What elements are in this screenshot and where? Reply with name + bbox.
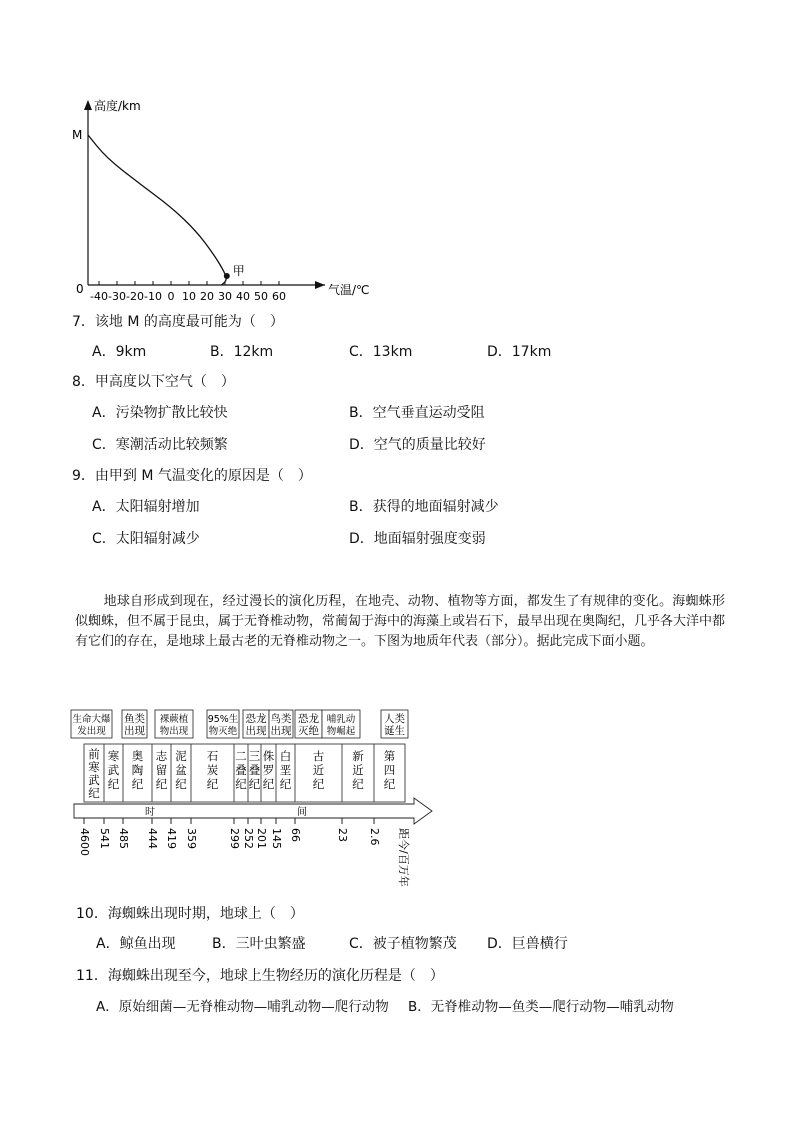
q7-option-a[interactable]: A．9km (92, 344, 147, 360)
question-9: 9．由甲到 M 气温变化的原因是（ ） (72, 468, 312, 484)
period-label: 第四纪 (383, 749, 396, 791)
x-axis-arrow (315, 281, 325, 289)
x-tick-label: -10 (144, 290, 162, 303)
event-label: 人类诞生 (384, 713, 405, 737)
age-label: 359 (185, 828, 198, 849)
timeline-content (71, 710, 432, 887)
q11-option-a[interactable]: A．原始细菌—无脊椎动物—哺乳动物—爬行动物 (96, 999, 389, 1015)
period-label: 奥陶纪 (131, 749, 144, 791)
question-8: 8．甲高度以下空气（ ） (72, 374, 235, 390)
q10-option-d[interactable]: D．巨兽横行 (487, 936, 568, 952)
event-label: 鱼类出现 (124, 713, 145, 737)
period-label: 石炭纪 (206, 749, 219, 791)
age-label: 541 (98, 828, 111, 849)
question-7: 7．该地 M 的高度最可能为（ ） (72, 314, 284, 330)
event-label: 生命大爆发出现 (72, 714, 111, 737)
origin-label: 0 (76, 282, 84, 296)
x-tick-label: 60 (272, 290, 286, 303)
age-label: 299 (228, 828, 241, 849)
x-tick-label: -40 (90, 290, 108, 303)
q9-option-c[interactable]: C．太阳辐射减少 (92, 531, 200, 547)
q8-option-d[interactable]: D．空气的质量比较好 (349, 437, 486, 453)
timeline-unit: 距今/百万年 (397, 828, 410, 887)
event-label: 恐龙出现 (245, 713, 267, 737)
q10-option-c[interactable]: C．被子植物繁茂 (349, 936, 457, 952)
q9-option-a[interactable]: A．太阳辐射增加 (92, 499, 200, 515)
question-11: 11．海蜘蛛出现至今，地球上生物经历的演化历程是（ ） (76, 968, 444, 984)
q8-option-a[interactable]: A．污染物扩散比较快 (92, 405, 228, 421)
x-axis-label: 气温/℃ (328, 283, 370, 297)
q7-option-b[interactable]: B．12km (210, 344, 274, 360)
period-label: 三叠纪 (248, 749, 261, 791)
x-tick-label: 20 (200, 290, 214, 303)
age-label: 444 (146, 828, 159, 849)
period-label: 寒武纪 (107, 749, 120, 791)
point-jia-marker (224, 273, 230, 279)
time-axis-char: 间 (297, 807, 307, 818)
period-label: 古近纪 (312, 749, 325, 791)
q9-option-b[interactable]: B．获得的地面辐射减少 (349, 499, 499, 515)
age-label: 66 (289, 828, 302, 842)
q9-option-d[interactable]: D．地面辐射强度变弱 (349, 531, 486, 547)
y-axis-label: 高度/km (94, 99, 141, 113)
period-label: 泥盆纪 (175, 749, 187, 791)
period-label: 侏罗纪 (262, 749, 275, 791)
x-tick-label: -30 (108, 290, 126, 303)
q8-option-b[interactable]: B．空气垂直运动受阻 (349, 405, 485, 421)
x-tick-label: 30 (218, 290, 232, 303)
event-label: 恐龙灭绝 (298, 713, 319, 737)
q11-option-b[interactable]: B．无脊椎动物—鱼类—爬行动物—哺乳动物 (408, 999, 674, 1015)
temperature-curve (88, 135, 226, 285)
x-tick-label: 40 (236, 290, 250, 303)
period-label: 新近纪 (352, 749, 364, 791)
q10-option-a[interactable]: A．鲸鱼出现 (96, 936, 176, 952)
event-label: 鸟类出现 (270, 713, 292, 737)
x-tick-label: -20 (126, 290, 144, 303)
age-label: 145 (270, 828, 283, 849)
event-label: 哺乳动物崛起 (326, 714, 356, 737)
event-label: 裸蕨植物出现 (159, 714, 189, 737)
age-label: 4600 (78, 828, 91, 856)
question-10: 10．海蜘蛛出现时期，地球上（ ） (76, 906, 304, 922)
age-label: 2.6 (368, 828, 381, 846)
y-axis-arrow (84, 100, 92, 110)
x-tick-label: 50 (254, 290, 268, 303)
period-label: 二叠纪 (235, 749, 247, 791)
x-tick-label: 0 (167, 290, 175, 303)
q10-option-b[interactable]: B．三叶虫繁盛 (212, 936, 306, 952)
event-label: 95%生物灭绝 (207, 714, 239, 737)
chart-plot-area (72, 98, 370, 303)
q7-option-d[interactable]: D．17km (487, 344, 552, 360)
point-m-label: M (72, 128, 83, 142)
age-label: 419 (165, 828, 178, 849)
point-jia-label: 甲 (232, 264, 245, 278)
period-label: 前寒武纪 (88, 747, 100, 800)
temperature-height-chart (60, 90, 390, 305)
period-label: 志留纪 (155, 749, 168, 791)
age-label: 252 (242, 828, 255, 849)
q8-option-c[interactable]: C．寒潮活动比较频繁 (92, 437, 228, 453)
geologic-timescale-diagram (68, 706, 440, 898)
reading-passage: 地球自形成到现在，经过漫长的演化历程，在地壳、动物、植物等方面，都发生了有规律的变化。海蜘蛛形似蜘蛛，但不属于昆虫，属于无脊椎动物，常蔺匐于海中的海藻上或岩石下，最早出现在奥陶纪，几乎各大洋中都有它们的存在，是地球上最古老的无脊椎动物之一。下图为地质年代表（部分）。据此完成下面小题。 (75, 594, 726, 649)
age-label: 23 (336, 828, 349, 842)
period-label: 白垩纪 (279, 749, 292, 791)
x-tick-label: 10 (182, 290, 196, 303)
time-axis-char: 时 (145, 807, 155, 818)
age-label: 201 (255, 828, 268, 849)
q7-option-c[interactable]: C．13km (349, 344, 413, 360)
age-label: 485 (117, 828, 130, 849)
